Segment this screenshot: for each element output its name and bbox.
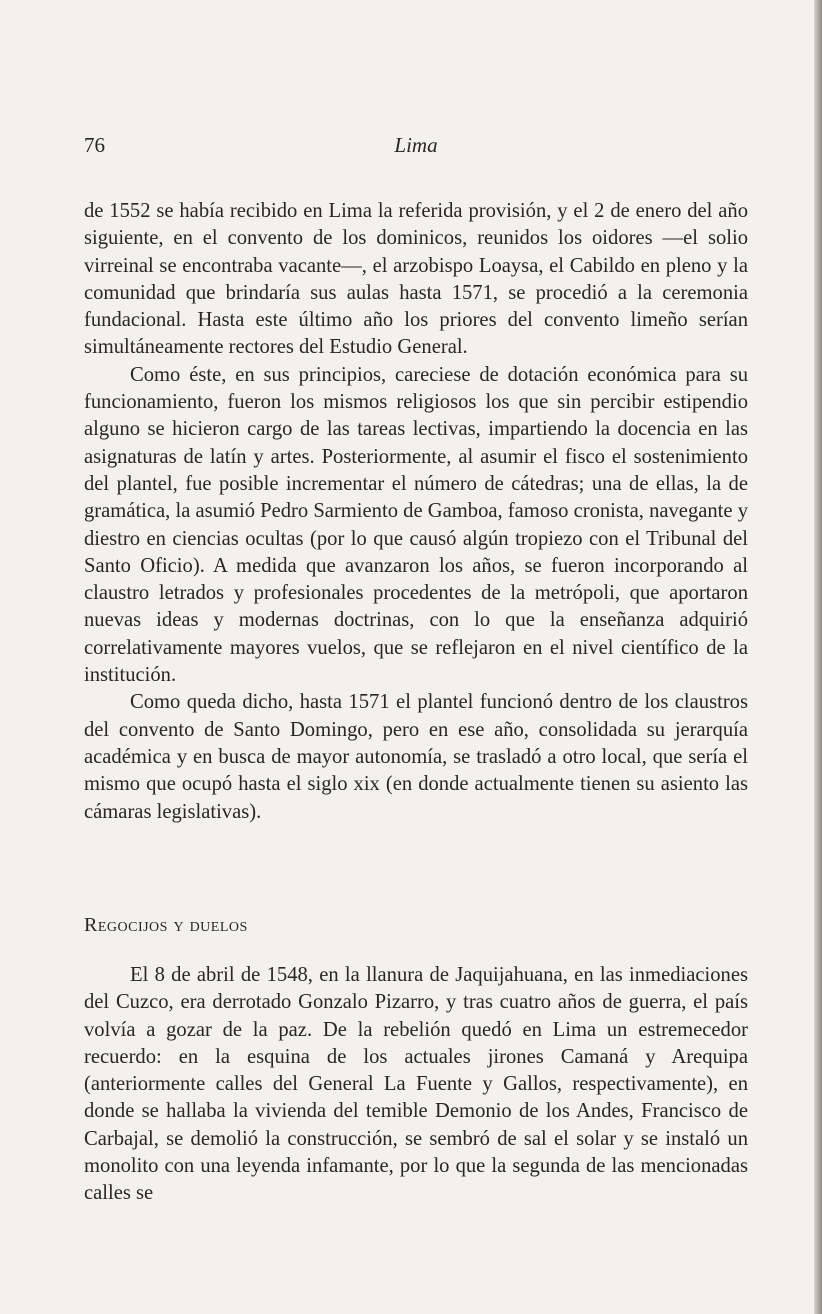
body-text-section-2	[84, 962, 748, 1208]
paragraph: Como éste, en sus principios, careciese de dotación económica para su funcionamiento, fueron los mismos religiosos los que sin percibir estipendio alguno se hicieron cargo de las tareas lectivas, impartiendo la docencia en las asignaturas de latín y artes. Posteriormente, al asumir el fisco el sostenimiento del plantel, fue posible incrementar el número de cátedras; una de ellas, la de gramática, la asumió Pedro Sarmiento de Gamboa, famoso cronista, navegante y diestro en ciencias ocultas (por lo que causó algún tropiezo con el Tribunal del Santo Oficio). A medida que avanzaron los años, se fueron incorporando al claustro letrados y profesionales procedentes de la metrópoli, que aportaron nuevas ideas y modernas doctrinas, con lo que la enseñanza adquirió correlativamente mayores vuelos, que se reflejaron en el nivel científico de la institución.	[84, 363, 748, 687]
paragraph: Como queda dicho, hasta 1571 el plantel funcionó dentro de los claustros del convento de Santo Domingo, pero en ese año, consolidada su jerarquía académica y en busca de mayor autonomía, se trasladó a otro local, que sería el mismo que ocupó hasta el siglo xix (en donde actualmente tienen su asiento las cámaras legislativas).	[84, 691, 748, 823]
body-text-section-1	[84, 198, 748, 826]
page-header	[84, 133, 748, 163]
page-number: 76	[84, 133, 105, 157]
paragraph: El 8 de abril de 1548, en la llanura de Jaquijahuana, en las inmediaciones del Cuzco, era derrotado Gonzalo Pizarro, y tras cuatro años de guerra, el país volvía a gozar de la paz. De la rebelión quedó en Lima un estremecedor recuerdo: en la esquina de los actuales jirones Camaná y Arequipa (anteriormente calles del General La Fuente y Gallos, respectivamente), en donde se hallaba la vivienda del temible Demonio de los Andes, Francisco de Carbajal, se demolió la construcción, se sembró de sal el solar y se instaló un monolito con una leyenda infamante, por lo que la segunda de las mencionadas calles se	[84, 964, 748, 1205]
page-edge-shadow	[814, 0, 822, 1314]
paragraph: de 1552 se había recibido en Lima la referida provisión, y el 2 de enero del año siguiente, en el convento de los dominicos, reunidos los oidores —el solio virreinal se encontraba vacante—, el arzobispo Loaysa, el Cabildo en pleno y la comunidad que brindaría sus aulas hasta 1571, se procedió a la ceremonia fundacional. Hasta este último año los priores del convento limeño serían simultáneamente rectores del Estudio General.	[84, 200, 748, 359]
section-heading: Regocijos y duelos	[84, 914, 248, 936]
running-title: Lima	[394, 133, 438, 157]
